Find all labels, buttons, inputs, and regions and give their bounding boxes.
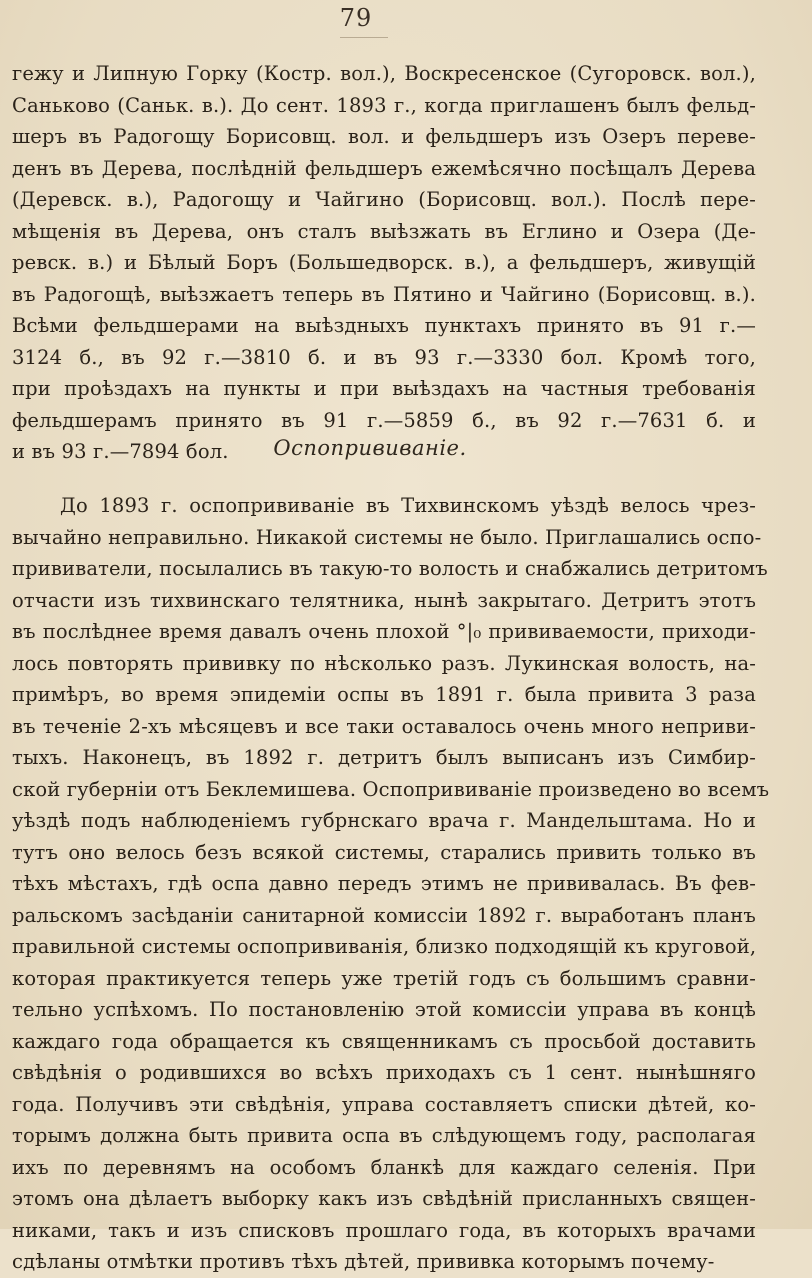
text-line: въ теченiе 2-хъ мѣсяцевъ и все таки оставалось очень много неприви- [12, 714, 756, 738]
text-line: прививатели, посылались въ такую-то волость и снабжались детритомъ [12, 557, 768, 580]
text-line: ральскомъ засѣданiи санитарной комиссiи 1892 г. выработанъ планъ [12, 903, 756, 927]
text-line: этомъ она дѣлаетъ выборку какъ изъ свѣдѣнiй присланныхъ священ- [12, 1187, 756, 1210]
header-rule [340, 37, 388, 38]
text-line: торымъ должна быть привита оспа въ слѣдующемъ году, располагая [12, 1124, 756, 1147]
text-line: уѣздѣ подъ наблюденiемъ губрнскаго врача г. Мандельштама. Но и [12, 809, 756, 832]
text-line: которая практикуется теперь уже третiй годъ съ большимъ сравни- [12, 966, 756, 990]
text-line: фельдшерамъ принято въ 91 г.—5859 б., въ 92 г.—7631 б. и [12, 408, 756, 432]
text-line: До 1893 г. оспопрививанiе въ Тихвинскомъ уѣздѣ велось чрез- [60, 494, 756, 517]
section-title: Оспопрививанiе. [273, 436, 467, 460]
text-line: и въ 93 г.—7894 бол. [12, 440, 229, 463]
text-line: Саньково (Саньк. в.). До сент. 1893 г., когда приглашенъ былъ фельд- [12, 93, 756, 117]
text-line: денъ въ Дерева, послѣднiй фельдшеръ ежемѣсячно посѣщалъ Дерева [12, 156, 756, 180]
text-line: мѣщенiя въ Дерева, онъ сталъ выѣзжать въ Еглино и Озера (Де- [12, 219, 756, 243]
text-line: ской губернiи отъ Беклемишева. Оспопрививанiе произведено во всемъ [12, 777, 770, 801]
text-line: въ Радогощѣ, выѣзжаетъ теперь въ Пятино и Чайгино (Борисовщ. в.). [12, 282, 756, 306]
text-line: сдѣланы отмѣтки противъ тѣхъ дѣтей, прививка которымъ почему- [12, 1250, 715, 1273]
text-line: тутъ оно велось безъ всякой системы, старались привить только въ [12, 840, 756, 864]
text-line: правильной системы оспопрививанiя, близко подходящiй къ круговой, [12, 935, 757, 958]
text-line: въ послѣднее время давалъ очень плохой °|₀ прививаемости, приходи- [12, 620, 756, 643]
text-line: каждаго года обращается къ священникамъ съ просьбой доставить [12, 1029, 756, 1053]
text-line: 3124 б., въ 92 г.—3810 б. и въ 93 г.—3330 бол. Кромѣ того, [12, 345, 756, 369]
text-line: гежу и Липную Горку (Костр. вол.), Воскресенское (Сугоровск. вол.), [12, 62, 756, 85]
text-line: вычайно неправильно. Никакой системы не было. Приглашались оспо- [12, 525, 762, 549]
text-line: ихъ по деревнямъ на особомъ бланкѣ для каждаго селенiя. При [12, 1155, 756, 1179]
text-line: при проѣздахъ на пункты и при выѣздахъ на частныя требованiя [12, 377, 756, 400]
text-line: отчасти изъ тихвинскаго телятника, нынѣ закрытаго. Детритъ этотъ [12, 588, 756, 612]
text-line: года. Получивъ эти свѣдѣнiя, управа составляетъ списки дѣтей, ко- [12, 1092, 756, 1116]
text-line: (Деревск. в.), Радогощу и Чайгино (Борисовщ. вол.). Послѣ пере- [12, 188, 756, 211]
page-number: 79 [339, 4, 373, 32]
text-line: тыхъ. Наконецъ, въ 1892 г. детритъ былъ выписанъ изъ Симбир- [12, 746, 756, 769]
text-line: Всѣми фельдшерами на выѣздныхъ пунктахъ принято въ 91 г.— [12, 314, 756, 337]
text-line: лось повторять прививку по нѣсколько разъ. Лукинская волость, на- [12, 651, 756, 675]
paragraph-vaccination [12, 490, 770, 1278]
text-line: никами, такъ и изъ списковъ прошлаго года, въ которыхъ врачами [12, 1218, 756, 1242]
text-line: свѣдѣнiя о родившихся во всѣхъ приходахъ съ 1 сент. нынѣшняго [12, 1061, 756, 1084]
paragraph-fees-visits [12, 58, 756, 468]
text-line: тѣхъ мѣстахъ, гдѣ оспа давно передъ этимъ не прививалась. Въ фев- [12, 872, 756, 895]
text-line: примѣръ, во время эпидемiи оспы въ 1891 г. была привита 3 раза [12, 683, 756, 706]
text-line: тельно успѣхомъ. По постановленiю этой комиссiи управа въ концѣ [12, 998, 756, 1021]
text-line: шеръ въ Радогощу Борисовщ. вол. и фельдшеръ изъ Озеръ переве- [12, 125, 756, 148]
text-line: ревск. в.) и Бѣлый Боръ (Большедворск. в.), а фельдшеръ, живущiй [12, 251, 756, 274]
